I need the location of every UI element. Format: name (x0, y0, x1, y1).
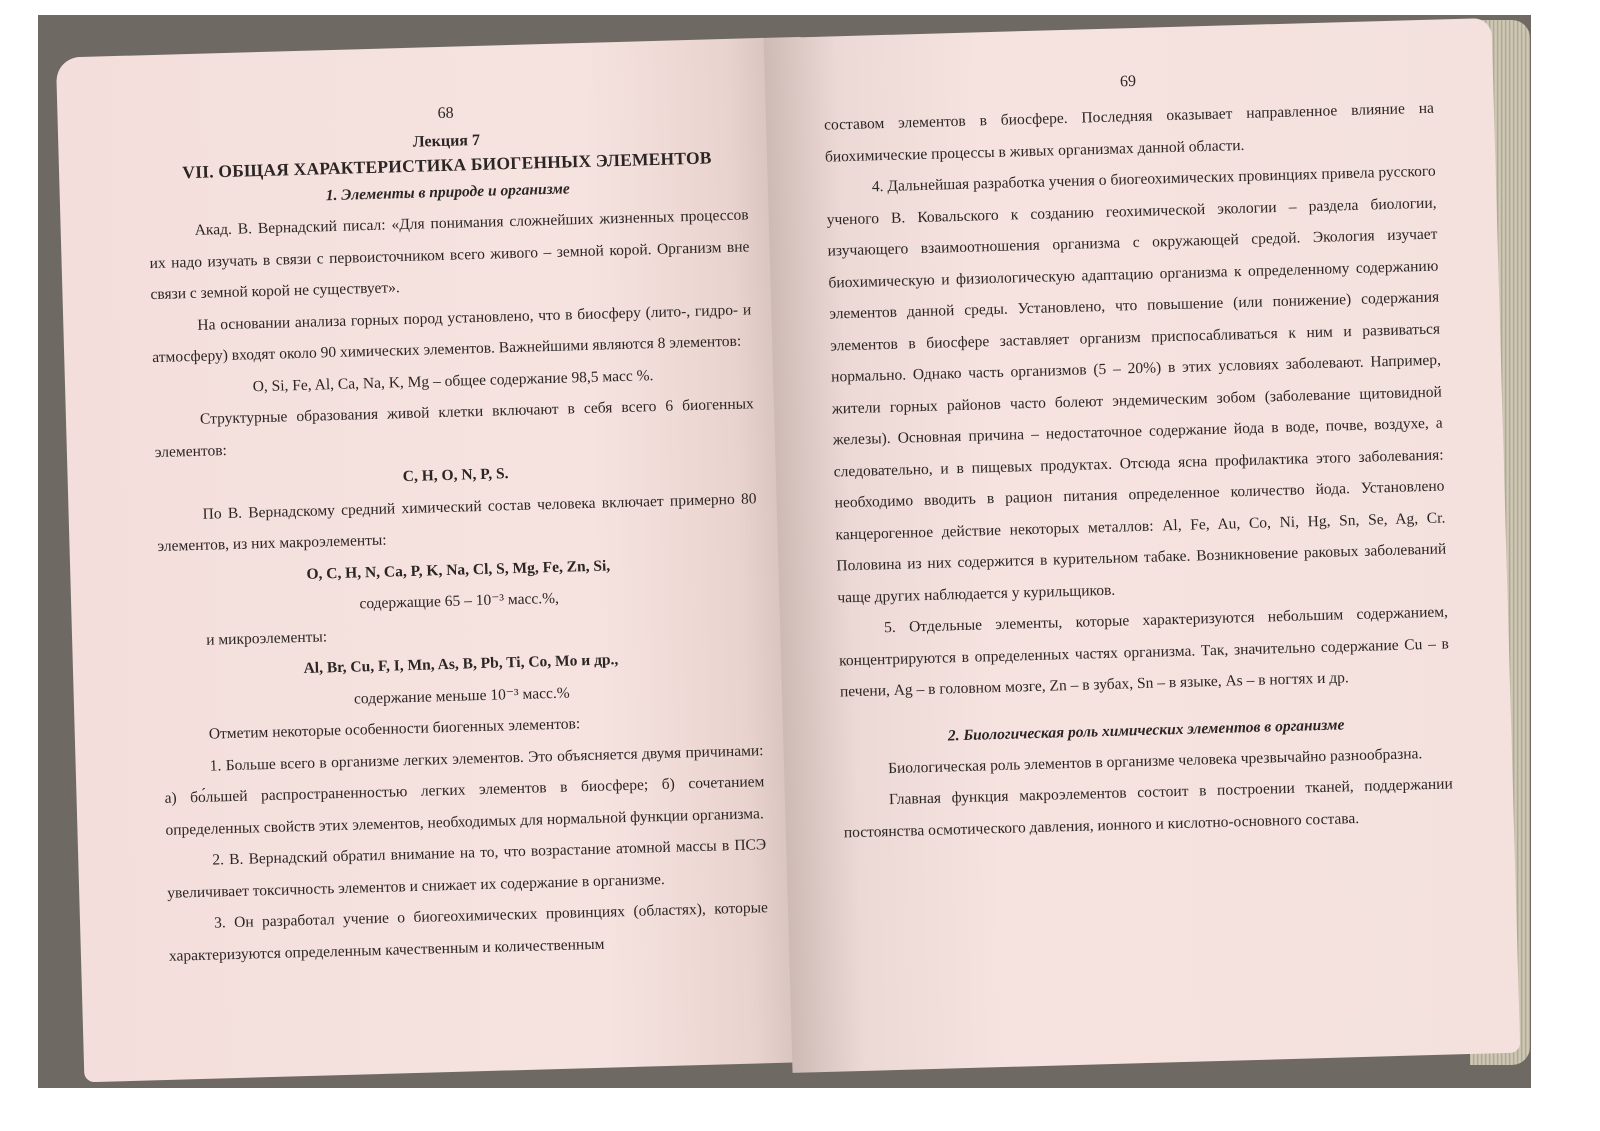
formula-line: O, Si, Fe, Al, Ca, Na, K, Mg – общее содержание 98,5 масс %. (252, 366, 654, 395)
paragraph: 3. Он разработал учение о биогеохимических провинциях (областях), которые характеризуются определенным качественным и количественным (168, 899, 769, 965)
left-page-text (145, 96, 769, 971)
page-number: 69 (1119, 72, 1137, 91)
paragraph: 4. Дальнейшая разработка учения о биогеохимических провинциях привела русского ученого В. Ковальского к созданию геохимической экологии – раздела биологии, изучающего взаимоотношения организма с окружающей средой. Экология изучает биохимическую и физиологическую адаптацию организма к определенному содержанию элементов данной среды. Установлено, что повышение (или понижение) содержания элементов в биосфере заставляет организм приспосабливаться к ним и развиваться нормально. Однако часть организмов (5 – 20%) в этих условиях заболевают. Например, жители горных районов часто болеют эндемическим зобом (заболевание щитовидной железы). Основная причина – недостаточное содержание йода в воде, почве, воздухе, а следовательно, и в пищевых продуктах. Отсюда ясна профилактика этого заболевания: необходимо вводить в рацион питания определенное количество йода. Установлено канцерогенное действие некоторых металлов: Al, Fe, Au, Co, Ni, Hg, Sn, Se, Ag, Cr. Половина из них содержится в курительном табаке. Возникновение раковых заболеваний чаще других наблюдается у курильщиков. (826, 162, 1447, 606)
paragraph: На основании анализа горных пород установлено, что в биосферу (лито-, гидро- и атмосферу) входят около 90 химических элементов. Важнейшими являются 8 элементов: (152, 300, 752, 367)
paragraph: Отметим некоторые особенности биогенных элементов: (208, 715, 581, 743)
formula-line: Al, Br, Cu, F, I, Mn, As, B, Pb, Ti, Co, Mo и др., (303, 651, 619, 677)
chapter-heading: VII. ОБЩАЯ ХАРАКТЕРИСТИКА БИОГЕННЫХ ЭЛЕМЕНТОВ (182, 147, 712, 183)
paragraph: 1. Больше всего в организме легких элементов. Это объясняется двумя причинами: а) бо́льшей распространенностью легких элементов в биосфере; б) сочетанием определенных свойств этих элементов, необходимых для нормальной функции организма. (164, 741, 765, 839)
paragraph: и микроэлементы: (205, 627, 328, 649)
right-page (764, 18, 1521, 1073)
paragraph: Главная функция макроэлементов состоит в построении тканей, поддержании постоянства осмотического давления, ионного и кислотно-основного состава. (843, 775, 1453, 841)
section-heading: 1. Элементы в природе и организме (325, 180, 571, 205)
page-number: 68 (437, 104, 454, 123)
paragraph: Структурные образования живой клетки включают в себя всего 6 биогенных элементов: (154, 395, 755, 461)
paragraph: составом элементов в биосфере. Последняя оказывает направленное влияние на биохимические процессы в живых организмах данной области. (823, 99, 1435, 166)
lecture-title: Лекция 7 (412, 131, 481, 151)
right-page-text (823, 65, 1454, 849)
formula-line: содержащие 65 – 10⁻³ масс.%, (359, 589, 560, 613)
paragraph: Биологическая роль элементов в организме человека чрезвычайно разнообразна. (887, 744, 1423, 777)
formula-line: содержание меньше 10⁻³ масс.% (353, 684, 570, 708)
paragraph: По В. Вернадскому средний химический состав человека включает примерно 80 элементов, из них макроэлементы: (157, 489, 757, 556)
paragraph: 5. Отдельные элементы, которые характеризуются небольшим содержанием, концентрируются в определенных частях организма. Так, значительно содержание Cu – в печени, Ag – в головном мозге, Zn – в зубах, Sn – в языке, As – в ногтях и др. (838, 603, 1450, 701)
left-page (56, 37, 829, 1082)
section-heading: 2. Биологическая роль химических элементов в организме (947, 715, 1345, 744)
paragraph: 2. В. Вернадский обратил внимание на то, что возрастание атомной массы в ПСЭ увеличивает токсичность элементов и снижает их содержание в организме. (166, 836, 767, 902)
formula-line: O, C, H, N, Ca, P, K, Na, Cl, S, Mg, Fe, Zn, Si, (306, 556, 611, 583)
paragraph: Акад. В. Вернадский писал: «Для понимания сложнейших жизненных процессов их надо изучать в связи с первоисточником всего живого – земной корой. Организм вне связи с земной корой не существует». (149, 206, 750, 304)
formula-line: C, H, O, N, P, S. (402, 465, 509, 486)
